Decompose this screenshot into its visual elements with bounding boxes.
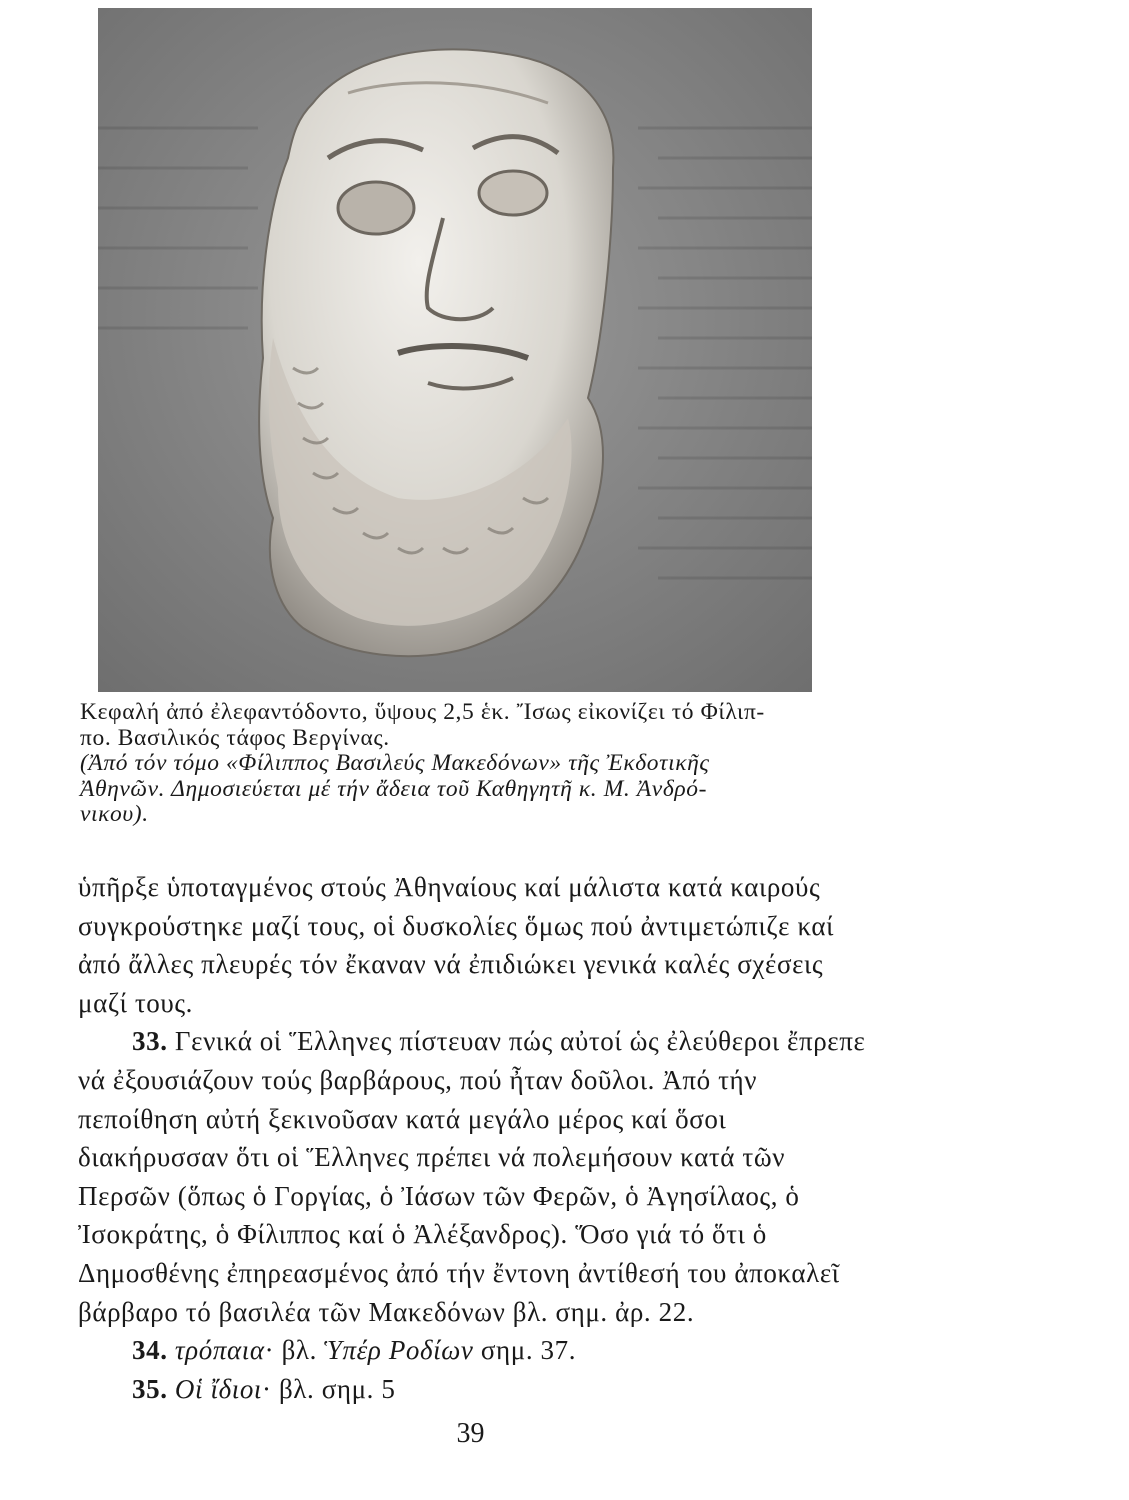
caption-source-line: Ἀθηνῶν. Δημοσιεύεται μέ τήν ἄδεια τοῦ Καθηγητῆ κ. Μ. Ἀνδρό- <box>80 775 708 802</box>
caption-source-line: νικου). <box>80 801 149 827</box>
page-number: 39 <box>456 1418 485 1449</box>
note-35 <box>78 1370 878 1409</box>
caption-source-line: (Ἀπό τόν τόμο «Φίλιππος Βασιλεύς Μακεδόνων» τῆς Ἐκδοτικῆς <box>80 750 710 776</box>
note-text: σημ. 37. <box>473 1335 577 1366</box>
marble-head-portrait-icon <box>98 8 812 692</box>
figure-caption <box>80 700 870 828</box>
note-number: 33. <box>132 1026 168 1057</box>
note-term: τρόπαια <box>174 1335 265 1366</box>
note-34 <box>78 1331 878 1370</box>
note-term: Οἱ ἴδιοι <box>174 1373 263 1404</box>
note-number: 35. <box>132 1373 168 1404</box>
caption-line: πο. Βασιλικός τάφος Βεργίνας. <box>80 724 390 751</box>
note-reference: Ὑπέρ Ροδίων <box>324 1335 474 1366</box>
note-text: · βλ. <box>264 1335 325 1366</box>
bust-photograph <box>98 8 812 692</box>
note-text: · βλ. σημ. 5 <box>262 1373 396 1404</box>
paragraph: ὑπῆρξε ὑποταγμένος στούς Ἀθηναίους καί μάλιστα κατά καιρούς συγκρούστηκε μαζί τους, οἱ δυσκολίες ὅμως πού ἀντιμετώπιζε καί ἀπό ἄλλες πλευρές τόν ἔκαναν νά ἐπιδιώκει γενικά καλές σχέσεις μαζί τους. <box>78 872 835 1018</box>
note-number: 34. <box>132 1335 168 1366</box>
main-text <box>78 868 878 1408</box>
note-33 <box>78 1022 878 1331</box>
note-text: Γενικά οἱ Ἕλληνες πίστευαν πώς αὐτοί ὡς ἐλεύθεροι ἔπρεπε νά ἐξουσιάζουν τούς βαρβάρους, πού ἦταν δοῦλοι. Ἀπό τήν πεποίθηση αὐτή ξεκινοῦσαν κατά μεγάλο μέρος καί ὅσοι διακήρυσσαν ὅτι οἱ Ἕλληνες πρέπει νά πολεμήσουν κατά τῶν Περσῶν (ὅπως ὁ Γοργίας, ὁ Ἰάσων τῶν Φερῶν, ὁ Ἀγησίλαος, ὁ Ἰσοκράτης, ὁ Φίλιππος καί ὁ Ἀλέξανδρος). Ὅσο γιά τό ὅτι ὁ Δημοσθένης ἐπηρεασμένος ἀπό τήν ἔντονη ἀντίθεσή του ἀποκαλεῖ βάρβαρο τό βασιλέα τῶν Μακεδόνων βλ. σημ. ἀρ. 22. <box>78 1026 866 1327</box>
caption-line: Κεφαλή ἀπό ἐλεφαντόδοντο, ὕψους 2,5 ἑκ. Ἴσως εἰκονίζει τό Φίλιπ- <box>80 699 765 725</box>
